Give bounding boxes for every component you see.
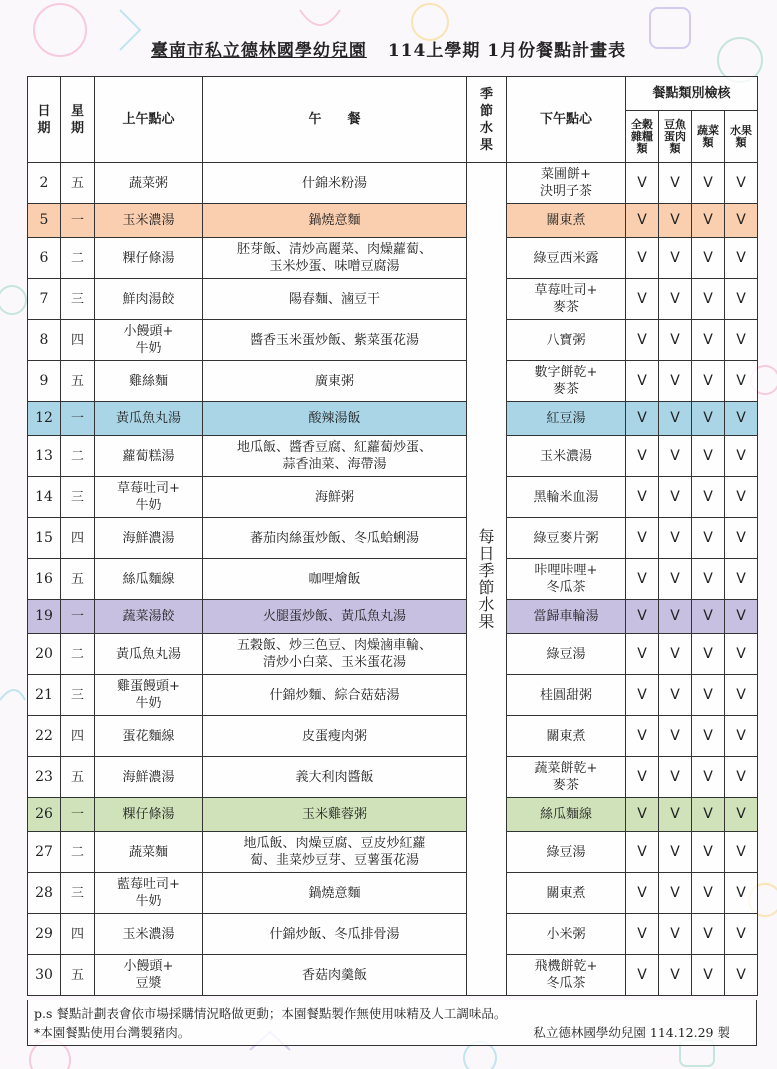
table-row (28, 402, 758, 436)
table-row (28, 914, 758, 955)
cell-check-mark: V (626, 559, 659, 600)
table-row (28, 634, 758, 675)
cell-check-mark: V (725, 716, 758, 757)
cell-pm-snack: 數字餅乾+ 麥茶 (507, 361, 626, 402)
footer-note-2: *本園餐點使用台灣製豬肉。 (34, 1025, 191, 1040)
cell-check-mark: V (725, 832, 758, 873)
cell-check-mark: V (626, 716, 659, 757)
cell-lunch: 什錦炒麵、綜合菇菇湯 (203, 675, 467, 716)
cell-weekday: 三 (61, 675, 95, 716)
term-title: 114上學期 1月份餐點計畫表 (387, 41, 627, 61)
cell-check-mark: V (659, 955, 692, 996)
cell-pm-snack: 草莓吐司+ 麥茶 (507, 279, 626, 320)
cell-am-snack: 蔬菜麵 (95, 832, 203, 873)
school-name: 臺南市私立德林國學幼兒園 (150, 41, 367, 61)
cell-weekday: 五 (61, 559, 95, 600)
cell-weekday: 二 (61, 832, 95, 873)
cell-weekday: 三 (61, 477, 95, 518)
cell-check-mark: V (692, 361, 725, 402)
cell-check-mark: V (659, 477, 692, 518)
cell-am-snack: 黃瓜魚丸湯 (95, 402, 203, 436)
table-row (28, 873, 758, 914)
cell-weekday: 四 (61, 914, 95, 955)
cell-check-mark: V (626, 204, 659, 238)
cell-lunch: 廣東粥 (203, 361, 467, 402)
cell-check-mark: V (659, 279, 692, 320)
header-check-col: 水果類 (725, 111, 758, 163)
cell-weekday: 五 (61, 955, 95, 996)
cell-am-snack: 粿仔條湯 (95, 238, 203, 279)
cell-pm-snack: 綠豆湯 (507, 832, 626, 873)
cell-check-mark: V (659, 634, 692, 675)
cell-check-mark: V (692, 559, 725, 600)
cell-am-snack: 玉米濃湯 (95, 914, 203, 955)
cell-weekday: 四 (61, 320, 95, 361)
cell-am-snack: 草莓吐司+ 牛奶 (95, 477, 203, 518)
cell-am-snack: 雞蛋饅頭+ 牛奶 (95, 675, 203, 716)
cell-lunch: 義大利肉醬飯 (203, 757, 467, 798)
cell-pm-snack: 桂圓甜粥 (507, 675, 626, 716)
cell-check-mark: V (659, 518, 692, 559)
cell-lunch: 五穀飯、炒三色豆、肉燥滷車輪、 清炒小白菜、玉米蛋花湯 (203, 634, 467, 675)
cell-am-snack: 粿仔條湯 (95, 798, 203, 832)
cell-am-snack: 雞絲麵 (95, 361, 203, 402)
cell-check-mark: V (725, 955, 758, 996)
cell-weekday: 三 (61, 279, 95, 320)
table-row (28, 436, 758, 477)
cell-weekday: 三 (61, 873, 95, 914)
cell-check-mark: V (725, 320, 758, 361)
cell-check-mark: V (659, 675, 692, 716)
cell-check-mark: V (659, 402, 692, 436)
cell-check-mark: V (626, 914, 659, 955)
cell-lunch: 香菇肉羹飯 (203, 955, 467, 996)
cell-am-snack: 海鮮濃湯 (95, 518, 203, 559)
cell-day: 6 (28, 238, 61, 279)
cell-check-mark: V (692, 873, 725, 914)
cell-day: 7 (28, 279, 61, 320)
table-row (28, 955, 758, 996)
cell-check-mark: V (626, 361, 659, 402)
cell-check-mark: V (692, 402, 725, 436)
table-row (28, 716, 758, 757)
table-row (28, 600, 758, 634)
cell-check-mark: V (626, 798, 659, 832)
cell-check-mark: V (692, 798, 725, 832)
cell-check-mark: V (626, 402, 659, 436)
cell-weekday: 二 (61, 436, 95, 477)
cell-check-mark: V (725, 477, 758, 518)
cell-check-mark: V (659, 757, 692, 798)
cell-weekday: 五 (61, 361, 95, 402)
cell-check-mark: V (692, 518, 725, 559)
page-title (0, 36, 777, 61)
cell-check-mark: V (659, 798, 692, 832)
table-row (28, 204, 758, 238)
cell-pm-snack: 飛機餅乾+ 冬瓜茶 (507, 955, 626, 996)
cell-check-mark: V (692, 716, 725, 757)
footer-signature: 私立德林國學幼兒園 114.12.29 製 (533, 1025, 730, 1040)
table-row (28, 798, 758, 832)
cell-day: 8 (28, 320, 61, 361)
cell-pm-snack: 菜圃餅+ 決明子茶 (507, 163, 626, 204)
menu-table (27, 76, 758, 996)
cell-lunch: 海鮮粥 (203, 477, 467, 518)
cell-check-mark: V (725, 402, 758, 436)
cell-check-mark: V (725, 757, 758, 798)
table-row (28, 320, 758, 361)
cell-day: 27 (28, 832, 61, 873)
cell-lunch: 蕃茄肉絲蛋炒飯、冬瓜蛤蜊湯 (203, 518, 467, 559)
cell-check-mark: V (725, 559, 758, 600)
cell-check-mark: V (692, 163, 725, 204)
cell-day: 14 (28, 477, 61, 518)
cell-am-snack: 黃瓜魚丸湯 (95, 634, 203, 675)
cell-check-mark: V (725, 873, 758, 914)
table-row (28, 832, 758, 873)
cell-pm-snack: 蔬菜餅乾+ 麥茶 (507, 757, 626, 798)
cell-weekday: 五 (61, 757, 95, 798)
table-row (28, 361, 758, 402)
table-row (28, 518, 758, 559)
cell-lunch: 鍋燒意麵 (203, 873, 467, 914)
cell-check-mark: V (626, 832, 659, 873)
cell-am-snack: 小饅頭+ 豆漿 (95, 955, 203, 996)
cell-check-mark: V (626, 518, 659, 559)
cell-am-snack: 藍莓吐司+ 牛奶 (95, 873, 203, 914)
table-row (28, 559, 758, 600)
cell-weekday: 一 (61, 402, 95, 436)
cell-day: 22 (28, 716, 61, 757)
cell-check-mark: V (692, 477, 725, 518)
cell-check-mark: V (725, 361, 758, 402)
header-am-snack: 上午點心 (95, 77, 203, 163)
cell-day: 28 (28, 873, 61, 914)
table-row (28, 238, 758, 279)
cell-check-mark: V (692, 238, 725, 279)
cell-lunch: 什錦米粉湯 (203, 163, 467, 204)
cell-check-mark: V (692, 634, 725, 675)
cell-am-snack: 蘿蔔糕湯 (95, 436, 203, 477)
cell-lunch: 火腿蛋炒飯、黃瓜魚丸湯 (203, 600, 467, 634)
cell-day: 30 (28, 955, 61, 996)
cell-lunch: 酸辣湯飯 (203, 402, 467, 436)
header-weekday: 星期 (61, 77, 95, 163)
cell-weekday: 四 (61, 716, 95, 757)
cell-day: 16 (28, 559, 61, 600)
cell-check-mark: V (725, 634, 758, 675)
cell-pm-snack: 紅豆湯 (507, 402, 626, 436)
cell-check-mark: V (626, 600, 659, 634)
header-check-col: 蔬菜類 (692, 111, 725, 163)
cell-check-mark: V (659, 163, 692, 204)
cell-weekday: 一 (61, 204, 95, 238)
table-row (28, 477, 758, 518)
cell-day: 23 (28, 757, 61, 798)
cell-am-snack: 蔬菜湯餃 (95, 600, 203, 634)
cell-check-mark: V (692, 914, 725, 955)
cell-weekday: 一 (61, 600, 95, 634)
cell-check-mark: V (725, 518, 758, 559)
cell-check-mark: V (626, 238, 659, 279)
cell-am-snack: 蔬菜粥 (95, 163, 203, 204)
cell-fruit: 每日季節水果 (467, 163, 507, 996)
cell-check-mark: V (692, 757, 725, 798)
cell-pm-snack: 當歸車輪湯 (507, 600, 626, 634)
cell-check-mark: V (626, 955, 659, 996)
header-pm-snack: 下午點心 (507, 77, 626, 163)
cell-lunch: 皮蛋瘦肉粥 (203, 716, 467, 757)
header-check-col: 全穀雜糧類 (626, 111, 659, 163)
cell-pm-snack: 玉米濃湯 (507, 436, 626, 477)
table-row (28, 757, 758, 798)
footer-note-1: p.s 餐點計劃表會依市場採購情況略做更動；本園餐點製作無使用味精及人工調味品。 (34, 1006, 507, 1021)
cell-check-mark: V (659, 238, 692, 279)
cell-pm-snack: 關東煮 (507, 873, 626, 914)
cell-pm-snack: 黑輪米血湯 (507, 477, 626, 518)
cell-day: 26 (28, 798, 61, 832)
header-check-group: 餐點類別檢核 (626, 77, 758, 111)
cell-check-mark: V (626, 757, 659, 798)
cell-check-mark: V (725, 675, 758, 716)
cell-check-mark: V (626, 163, 659, 204)
cell-day: 2 (28, 163, 61, 204)
cell-check-mark: V (626, 477, 659, 518)
cell-lunch: 地瓜飯、醬香豆腐、紅蘿蔔炒蛋、 蒜香油菜、海帶湯 (203, 436, 467, 477)
cell-lunch: 玉米雞蓉粥 (203, 798, 467, 832)
cell-check-mark: V (725, 436, 758, 477)
cell-lunch: 陽春麵、滷豆干 (203, 279, 467, 320)
cell-check-mark: V (692, 436, 725, 477)
cell-check-mark: V (659, 320, 692, 361)
cell-check-mark: V (659, 914, 692, 955)
cell-weekday: 四 (61, 518, 95, 559)
cell-am-snack: 絲瓜麵線 (95, 559, 203, 600)
cell-check-mark: V (626, 873, 659, 914)
cell-check-mark: V (692, 600, 725, 634)
cell-day: 5 (28, 204, 61, 238)
header-fruit: 季節水果 (467, 77, 507, 163)
header-check-col: 豆魚蛋肉類 (659, 111, 692, 163)
cell-pm-snack: 咔哩咔哩+ 冬瓜茶 (507, 559, 626, 600)
table-row (28, 163, 758, 204)
cell-check-mark: V (692, 279, 725, 320)
header-lunch: 午 餐 (203, 77, 467, 163)
cell-check-mark: V (659, 204, 692, 238)
cell-weekday: 一 (61, 798, 95, 832)
cell-check-mark: V (692, 955, 725, 996)
cell-check-mark: V (659, 361, 692, 402)
cell-day: 13 (28, 436, 61, 477)
cell-pm-snack: 綠豆西米露 (507, 238, 626, 279)
cell-am-snack: 鮮肉湯餃 (95, 279, 203, 320)
cell-check-mark: V (659, 559, 692, 600)
cell-pm-snack: 綠豆麥片粥 (507, 518, 626, 559)
cell-am-snack: 海鮮濃湯 (95, 757, 203, 798)
cell-check-mark: V (725, 279, 758, 320)
cell-check-mark: V (626, 320, 659, 361)
cell-day: 20 (28, 634, 61, 675)
cell-am-snack: 玉米濃湯 (95, 204, 203, 238)
cell-check-mark: V (725, 798, 758, 832)
cell-check-mark: V (659, 436, 692, 477)
cell-check-mark: V (725, 914, 758, 955)
cell-check-mark: V (725, 238, 758, 279)
cell-pm-snack: 綠豆湯 (507, 634, 626, 675)
cell-pm-snack: 八寶粥 (507, 320, 626, 361)
cell-pm-snack: 絲瓜麵線 (507, 798, 626, 832)
cell-check-mark: V (659, 832, 692, 873)
cell-check-mark: V (692, 675, 725, 716)
footer-notes (27, 1000, 757, 1046)
cell-day: 29 (28, 914, 61, 955)
cell-day: 21 (28, 675, 61, 716)
cell-check-mark: V (692, 204, 725, 238)
cell-lunch: 地瓜飯、肉燥豆腐、豆皮炒紅蘿 蔔、韭菜炒豆芽、豆薯蛋花湯 (203, 832, 467, 873)
table-row (28, 675, 758, 716)
cell-weekday: 五 (61, 163, 95, 204)
cell-check-mark: V (659, 873, 692, 914)
cell-lunch: 咖哩燴飯 (203, 559, 467, 600)
cell-pm-snack: 關東煮 (507, 716, 626, 757)
cell-check-mark: V (626, 675, 659, 716)
cell-pm-snack: 關東煮 (507, 204, 626, 238)
cell-day: 9 (28, 361, 61, 402)
cell-check-mark: V (659, 716, 692, 757)
cell-am-snack: 小饅頭+ 牛奶 (95, 320, 203, 361)
cell-lunch: 什錦炒飯、冬瓜排骨湯 (203, 914, 467, 955)
cell-check-mark: V (626, 634, 659, 675)
cell-check-mark: V (692, 832, 725, 873)
cell-am-snack: 蛋花麵線 (95, 716, 203, 757)
cell-lunch: 胚芽飯、清炒高麗菜、肉燥蘿蔔、 玉米炒蛋、味噌豆腐湯 (203, 238, 467, 279)
cell-day: 15 (28, 518, 61, 559)
cell-check-mark: V (626, 436, 659, 477)
table-row (28, 279, 758, 320)
cell-check-mark: V (659, 600, 692, 634)
cell-weekday: 二 (61, 238, 95, 279)
cell-check-mark: V (725, 600, 758, 634)
cell-check-mark: V (725, 204, 758, 238)
cell-day: 12 (28, 402, 61, 436)
cell-check-mark: V (626, 279, 659, 320)
cell-weekday: 二 (61, 634, 95, 675)
cell-check-mark: V (692, 320, 725, 361)
cell-day: 19 (28, 600, 61, 634)
cell-lunch: 鍋燒意麵 (203, 204, 467, 238)
cell-check-mark: V (725, 163, 758, 204)
header-day: 日期 (28, 77, 61, 163)
cell-pm-snack: 小米粥 (507, 914, 626, 955)
cell-lunch: 醬香玉米蛋炒飯、紫菜蛋花湯 (203, 320, 467, 361)
